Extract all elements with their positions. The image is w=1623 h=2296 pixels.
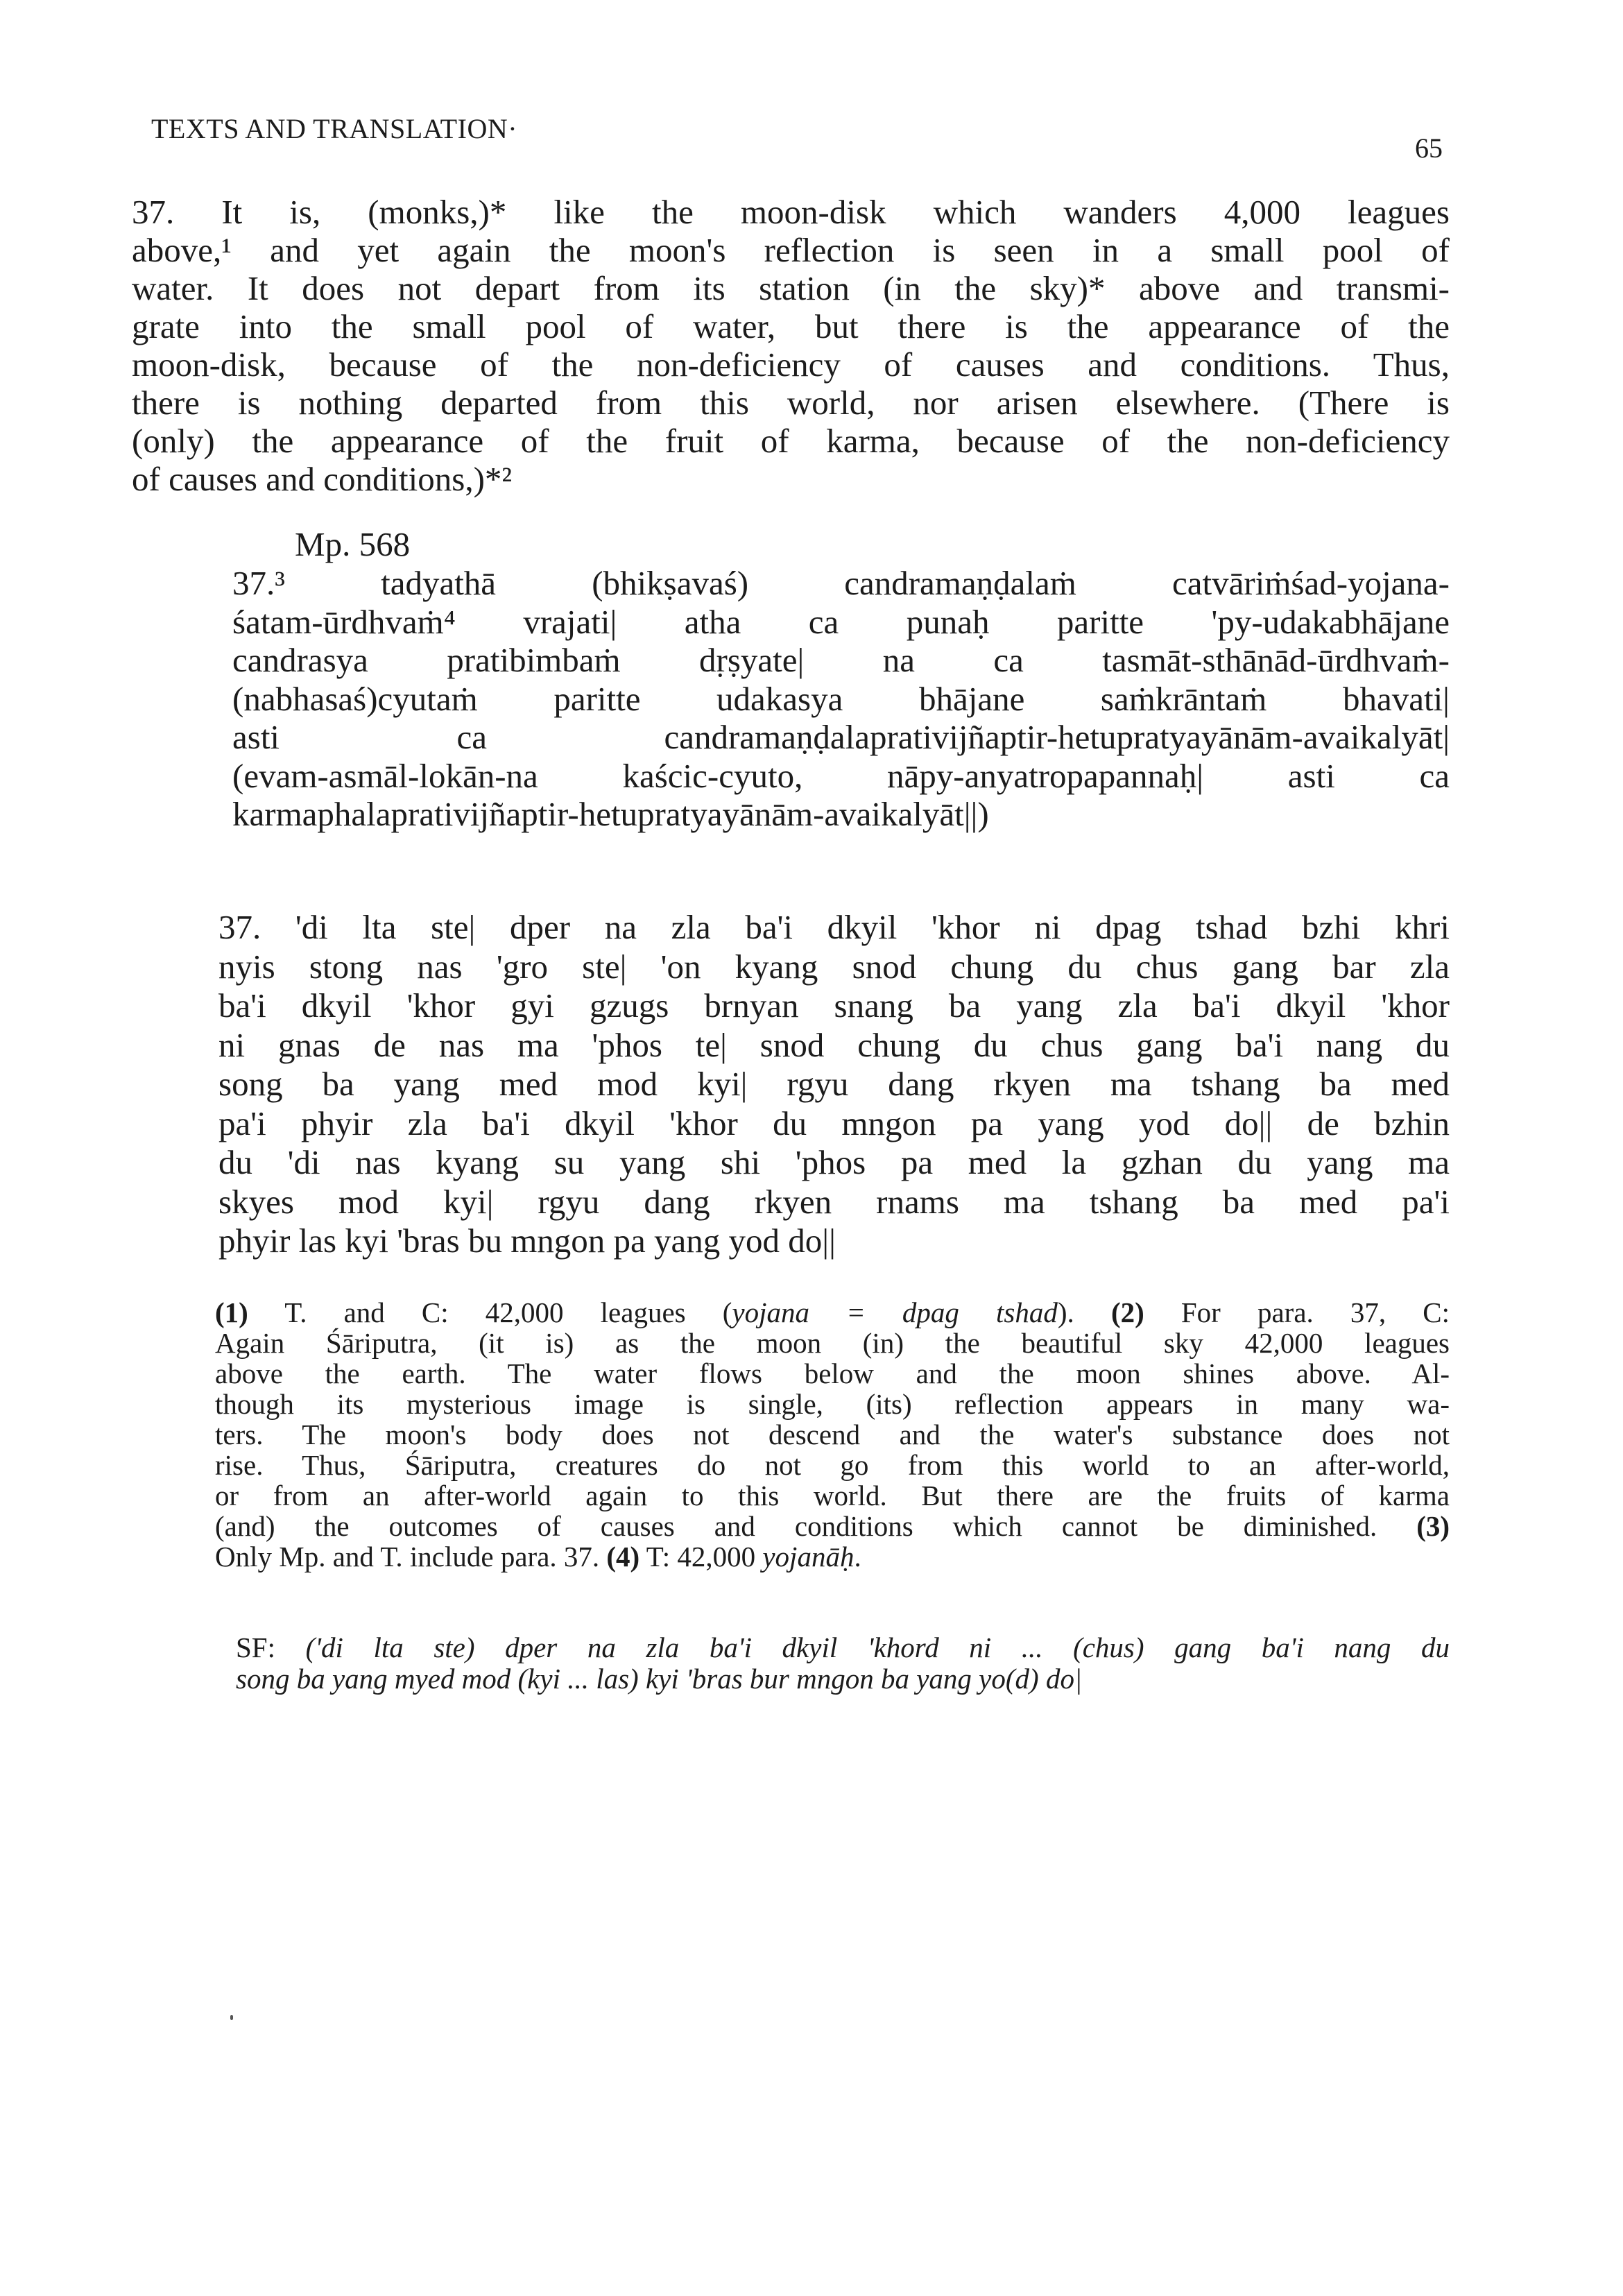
note-marker: (2) [1110,1296,1144,1328]
english-line: grate into the small pool of water, but there is the appearance of the [132,307,1450,345]
tibetan-line: nyis stong nas 'gro ste| 'on kyang snod chung du chus gang bar zla [218,947,1450,986]
print-speck [230,2015,233,2020]
note-marker: (3) [1416,1510,1450,1542]
tibetan-line: ni gnas de nas ma 'phos te| snod chung du chus gang ba'i nang du [218,1025,1450,1064]
tibetan-line: du 'di nas kyang su yang shi 'phos pa med la gzhan du yang ma [218,1143,1450,1181]
tibetan-line: skyes mod kyi| rgyu dang rkyen rnams ma tshang ba med pa'i [218,1182,1450,1221]
tibetan-line: pa'i phyir zla ba'i dkyil 'khor du mngon pa yang yod do|| de bzhin [218,1104,1450,1142]
sf-fragment [236,1632,1450,1695]
sanskrit-line: śatam-ūrdhvaṁ⁴ vrajati| atha ca punaḥ paritte 'py-udakabhājane [232,602,1450,641]
sanskrit-line: (evam-asmāl-lokān-na kaścic-cyuto, nāpy-anyatropapannaḥ| asti ca [232,756,1450,795]
mp-page-reference: Mp. 568 [295,525,411,563]
note-text: T: 42,000 [639,1541,763,1573]
note-marker: (4) [606,1541,640,1573]
sf-text: ('di lta ste) dper na zla ba'i dkyil 'khord ni ... (chus) gang ba'i nang du [305,1631,1450,1663]
sf-label: SF: [236,1631,306,1663]
footnote-line: above the earth. The water flows below and the moon shines above. Al- [215,1357,1450,1389]
tibetan-line: 37. 'di lta ste| dper na zla ba'i dkyil 'khor ni dpag tshad bzhi khri [218,908,1450,946]
note-text: For para. 37, C: [1144,1296,1450,1328]
sanskrit-line: candrasya pratibimbaṁ dṛṣyate| na ca tasmāt-sthānād-ūrdhvaṁ- [232,641,1450,679]
footnote-line: ters. The moon's body does not descend and the water's substance does not [215,1419,1450,1450]
english-line: there is nothing departed from this world, nor arisen elsewhere. (There is [132,384,1450,422]
tibetan-paragraph [218,908,1450,1261]
sanskrit-line: karmaphalaprativijñaptir-hetupratyayānām-avaikalyāt||) [232,795,989,833]
english-translation-paragraph [132,193,1450,498]
footnote-line [215,1511,1450,1541]
sf-line [236,1632,1450,1663]
sf-line [236,1663,1450,1695]
page-number: 65 [1415,132,1443,164]
note-text: Only Mp. and T. include para. 37. [215,1541,607,1573]
note-text: . [854,1541,861,1573]
english-line: water. It does not depart from its station (in the sky)* above and transmi- [132,269,1450,307]
tibetan-line: ba'i dkyil 'khor gyi gzugs brnyan snang ba yang zla ba'i dkyil 'khor [218,986,1450,1025]
footnote-line [215,1541,1450,1572]
footnotes [215,1297,1450,1572]
note-text: T. and C: 42,000 leagues ( [248,1296,732,1328]
english-line: (only) the appearance of the fruit of karma, because of the non-deficiency [132,422,1450,460]
running-head: TEXTS AND TRANSLATION· [151,113,518,144]
english-line: above,¹ and yet again the moon's reflection is seen in a small pool of [132,231,1450,269]
note-italic: yojana = dpag tshad [732,1296,1058,1328]
footnote-line: though its mysterious image is single, (its) reflection appears in many wa- [215,1388,1450,1420]
sanskrit-line: 37.³ tadyathā (bhikṣavaś) candramaṇḍalaṁ catvāriṁśad-yojana- [232,564,1450,602]
note-marker: (1) [215,1296,248,1328]
tibetan-line: phyir las kyi 'bras bu mngon pa yang yod do|| [218,1222,836,1260]
note-italic: yojanāḥ [762,1541,855,1573]
footnote-line: rise. Thus, Śāriputra, creatures do not go from this world to an after-world, [215,1449,1450,1481]
english-line: moon-disk, because of the non-deficiency of causes and conditions. Thus, [132,345,1450,384]
sanskrit-paragraph [232,564,1450,834]
sf-text: song ba yang myed mod (kyi ... las) kyi 'bras bur mngon ba yang yo(d) do| [236,1663,1083,1695]
sanskrit-line: (nabhasaś)cyutaṁ paritte udakasya bhājane saṁkrāntaṁ bhavati| [232,679,1450,718]
note-text: (and) the outcomes of causes and conditions which cannot be diminished. [215,1510,1417,1542]
sanskrit-line: asti ca candramaṇḍalaprativijñaptir-hetupratyayānām-avaikalyāt| [232,718,1450,756]
footnote-line: or from an after-world again to this world. But there are the fruits of karma [215,1480,1450,1511]
english-line: 37. It is, (monks,)* like the moon-disk which wanders 4,000 leagues [132,193,1450,231]
footnote-line [215,1297,1450,1328]
note-text: ). [1057,1296,1111,1328]
footnote-line: Again Śāriputra, (it is) as the moon (in) the beautiful sky 42,000 leagues [215,1327,1450,1359]
english-line: of causes and conditions,)*² [132,460,513,498]
tibetan-line: song ba yang med mod kyi| rgyu dang rkyen ma tshang ba med [218,1065,1450,1103]
